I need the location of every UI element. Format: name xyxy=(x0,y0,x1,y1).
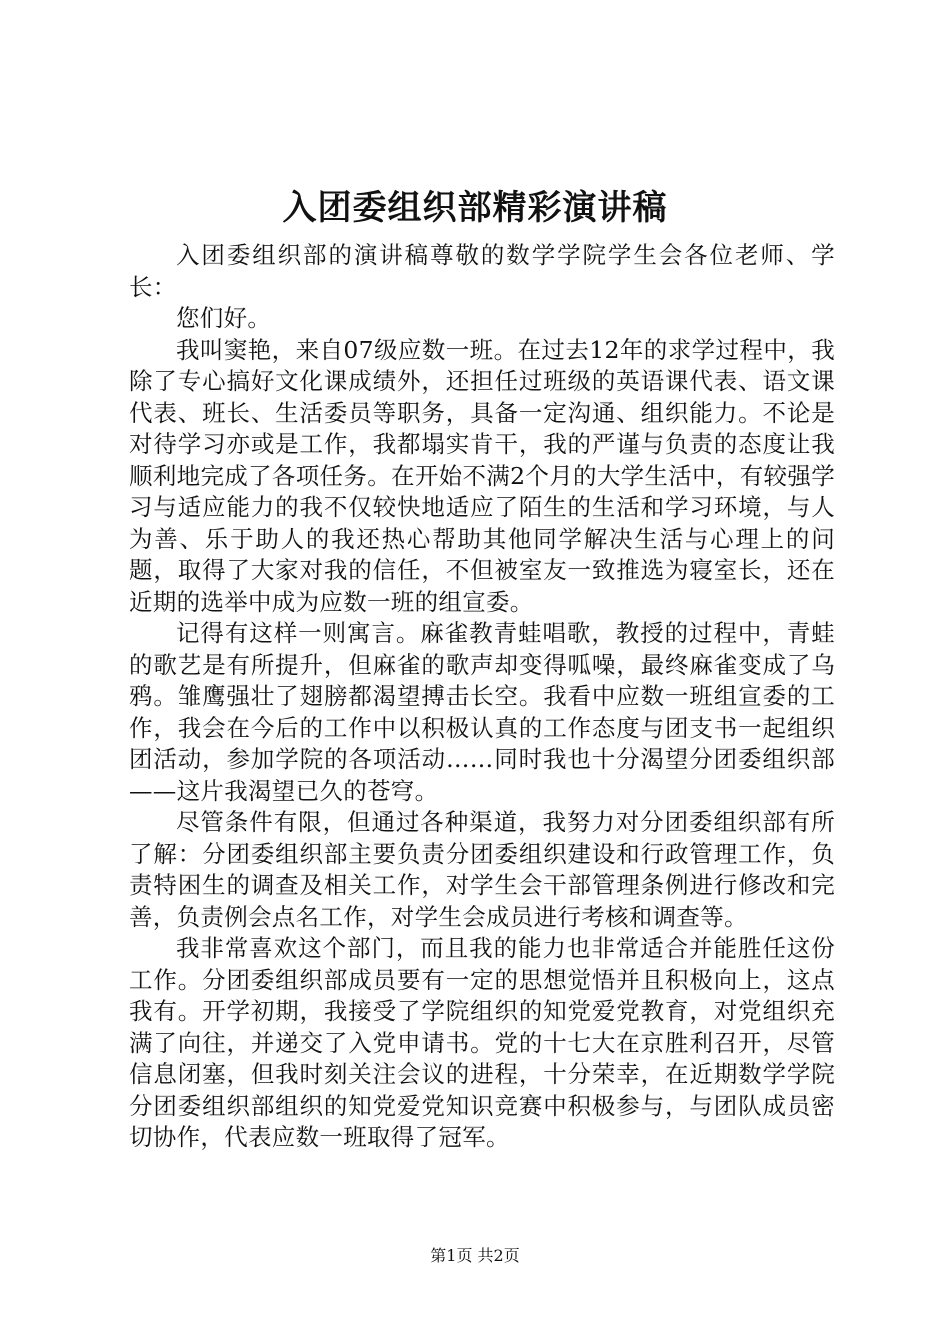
document-title: 入团委组织部精彩演讲稿 xyxy=(282,188,668,228)
paragraph-qualifications: 我非常喜欢这个部门，而且我的能力也非常适合并能胜任这份工作。分团委组织部成员要有一定的思想觉悟并且积极向上，这点我有。开学初期，我接受了学院组织的知党爱党教育，对党组织充满了向往，并递交了入党申请书。党的十七大在京胜利召开，尽管信息闭塞，但我时刻关注会议的进程，十分荣幸，在近期数学学院分团委组织部组织的知党爱党知识竞赛中积极参与，与团队成员密切协作，代表应数一班取得了冠军。 xyxy=(129,934,835,1151)
paragraph-greeting: 入团委组织部的演讲稿尊敬的数学学院学生会各位老师、学长： xyxy=(129,241,835,301)
paragraph-department-duties: 尽管条件有限，但通过各种渠道，我努力对分团委组织部有所了解：分团委组织部主要负责分团委组织建设和行政管理工作，负责特困生的调查及相关工作，对学生会干部管理条例进行修改和完善，负责例会点名工作，对学生会成员进行考核和调查等。 xyxy=(129,808,835,931)
paragraph-fable: 记得有这样一则寓言。麻雀教青蛙唱歌，教授的过程中，青蛙的歌艺是有所提升，但麻雀的歌声却变得呱噪，最终麻雀变成了乌鸦。雏鹰强壮了翅膀都渴望搏击长空。我看中应数一班组宣委的工作，我会在今后的工作中以积极认真的工作态度与团支书一起组织团活动，参加学院的各项活动……同时我也十分渴望分团委组织部——这片我渴望已久的苍穹。 xyxy=(129,619,835,805)
paragraph-salutation: 您们好。 xyxy=(176,304,272,332)
document-body xyxy=(129,240,835,1154)
page-footer: 第1页 共2页 xyxy=(430,1246,520,1265)
paragraph-introduction: 我叫窦艳，来自07级应数一班。在过去12年的求学过程中，我除了专心搞好文化课成绩外，还担任过班级的英语课代表、语文课代表、班长、生活委员等职务，具备一定沟通、组织能力。不论是对待学习亦或是工作，我都塌实肯干，我的严谨与负责的态度让我顺利地完成了各项任务。在开始不满2个月的大学生活中，有较强学习与适应能力的我不仅较快地适应了陌生的生活和学习环境，与人为善、乐于助人的我还热心帮助其他同学解决生活与心理上的问题，取得了大家对我的信任，不但被室友一致推选为寝室长，还在近期的选举中成为应数一班的组宣委。 xyxy=(129,335,835,616)
